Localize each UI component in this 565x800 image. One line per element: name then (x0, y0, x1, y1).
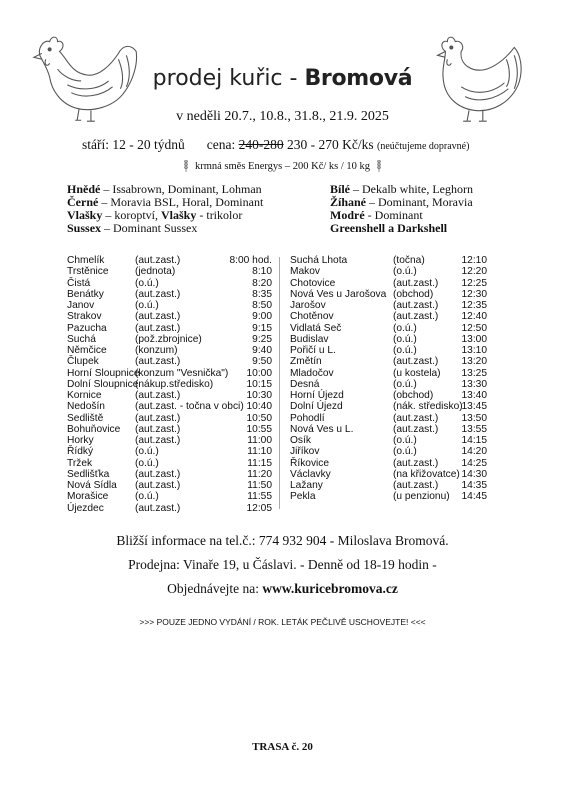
stop-time: 12:50 (461, 322, 487, 334)
stop-time: 13:55 (461, 423, 487, 435)
stop-row (67, 311, 272, 322)
stop-time: 9:40 (252, 345, 272, 356)
stop-location: (aut.zast.) (135, 423, 181, 435)
stop-row (67, 491, 272, 502)
stop-place: Horky (67, 435, 94, 446)
title-name: Bromová (304, 66, 413, 91)
stop-place: Změtín (290, 356, 322, 368)
order-label: Objednávejte na: (167, 581, 263, 596)
stop-location: (obchod) (393, 390, 434, 401)
stop-row (290, 379, 490, 390)
stop-place: Sedliště (67, 412, 104, 424)
stop-place: Makov (290, 266, 321, 278)
stop-row (67, 480, 272, 491)
stop-location: (obchod) (393, 288, 434, 300)
stop-row (67, 390, 272, 401)
stop-time: 8:20 (252, 277, 272, 289)
stop-place: Pazucha (67, 322, 107, 334)
stop-time: 14:20 (461, 446, 487, 458)
stop-place: Horní Sloupnice (67, 367, 140, 379)
stop-location: (o.ú.) (393, 345, 417, 356)
breeds-left (67, 183, 263, 235)
stop-row (67, 379, 272, 390)
stop-row (290, 323, 490, 334)
stop-place: Janov (67, 300, 95, 311)
stop-time: 8:50 (252, 300, 272, 311)
stop-time: 8:00 hod. (229, 255, 272, 266)
stop-location: (aut.zast.) (393, 480, 439, 491)
stop-time: 12:30 (461, 288, 487, 300)
stop-time: 11:00 (247, 435, 272, 446)
stop-time: 10:40 (246, 401, 272, 413)
stop-time: 14:25 (461, 457, 487, 469)
stop-time: 10:00 (246, 367, 272, 379)
stop-row (67, 435, 272, 446)
stop-row (290, 446, 490, 457)
stop-time: 11:10 (247, 446, 272, 458)
wheat-icon (181, 158, 191, 172)
stop-place: Mladočov (290, 367, 334, 379)
stop-place: Desná (290, 378, 320, 390)
stop-location: (o.ú.) (393, 378, 417, 390)
stop-location: (na křižovatce) (393, 468, 460, 480)
transport-note: (neúčtujeme dopravné) (376, 141, 470, 152)
stop-row (290, 458, 490, 469)
stop-time: 9:25 (252, 333, 272, 345)
stop-location: (aut.zast.) (135, 356, 181, 368)
stop-row (67, 469, 272, 480)
stop-place: Strakov (67, 311, 102, 323)
stop-place: Morašice (67, 491, 109, 503)
stop-row (67, 323, 272, 334)
stop-place: Nová Ves u Jarošova (290, 288, 387, 300)
stop-location: (o.ú.) (135, 300, 159, 311)
stop-place: Řídký (67, 446, 94, 458)
stop-location: (aut.zast.) (135, 288, 181, 300)
stop-location: (o.ú.) (135, 446, 159, 458)
stop-time: 11:50 (247, 480, 272, 491)
breed-line: Hnědé – Issabrown, Dominant, Lohman (67, 182, 262, 196)
stop-place: Vidlatá Seč (290, 322, 342, 334)
stop-row (290, 289, 490, 300)
breed-line: Vlašky – koroptví, Vlašky - trikolor (67, 208, 243, 222)
stop-row (290, 368, 490, 379)
stop-location: (aut.zast.) (135, 480, 181, 491)
stop-time: 9:50 (252, 356, 272, 368)
stop-time: 13:00 (461, 333, 487, 345)
stop-time: 14:30 (461, 468, 487, 480)
column-divider (279, 257, 280, 509)
stop-location: (pož.zbrojnice) (135, 333, 202, 345)
stop-time: 10:30 (246, 390, 272, 401)
stop-time: 11:15 (247, 457, 272, 469)
stop-place: Suchá (67, 333, 96, 345)
breed-line: Sussex – Dominant Sussex (67, 221, 198, 235)
page-title (0, 66, 565, 91)
new-price: 230 - 270 Kč/ks (283, 137, 374, 152)
stop-time: 9:00 (252, 311, 272, 323)
stop-row (290, 356, 490, 367)
pricing-line (82, 137, 469, 153)
stop-row (290, 480, 490, 491)
stop-row (67, 300, 272, 311)
stop-row (67, 458, 272, 469)
stop-time: 13:10 (461, 345, 487, 356)
stop-row (290, 334, 490, 345)
stop-location: (o.ú.) (135, 457, 159, 469)
stop-row (290, 311, 490, 322)
stop-location: (aut.zast.) (135, 255, 181, 266)
stop-place: Benátky (67, 288, 104, 300)
stop-place: Jarošov (290, 300, 326, 311)
sale-dates: v neděli 20.7., 10.8., 31.8., 21.9. 2025 (176, 109, 389, 124)
stop-row (67, 345, 272, 356)
stop-place: Lažany (290, 480, 323, 491)
stop-location: (točna) (393, 255, 425, 266)
stop-time: 12:10 (461, 255, 487, 266)
stop-row (290, 300, 490, 311)
stop-time: 13:30 (461, 378, 487, 390)
stop-place: Pekla (290, 491, 316, 503)
notice-text: >>> POUZE JEDNO VYDÁNÍ / ROK. LETÁK PEČLIVĚ USCHOVEJTE! <<< (139, 617, 426, 627)
feed-line (0, 158, 565, 172)
stop-location: (aut.zast.) (393, 356, 439, 368)
stop-location: (o.ú.) (393, 333, 417, 345)
stop-row (67, 503, 272, 514)
feed-text: krmná směs Energys – 200 Kč/ ks / 10 kg (194, 161, 371, 172)
stop-place: Pořičí u L. (290, 345, 336, 356)
stop-location: (nák. středisko) (393, 401, 463, 413)
stop-row (67, 278, 272, 289)
stop-time: 13:25 (461, 367, 487, 379)
stop-place: Chmelík (67, 255, 105, 266)
stop-row (290, 390, 490, 401)
wheat-icon (374, 158, 384, 172)
stop-location: (aut.zast.) (135, 502, 181, 514)
stop-location: (aut.zast.) (135, 435, 181, 446)
stop-time: 13:45 (461, 401, 487, 413)
breeds-right (330, 183, 473, 235)
stop-row (290, 424, 490, 435)
stop-row (290, 435, 490, 446)
stop-location: (o.ú.) (135, 491, 159, 503)
stop-location: (u penzionu) (393, 491, 450, 503)
stop-place: Dolní Sloupnice (67, 378, 139, 390)
stop-location: (nákup.středisko) (135, 378, 214, 390)
stop-place: Sedlišťka (67, 468, 110, 480)
stop-location: (aut.zast.) (393, 423, 439, 435)
stop-row (290, 278, 490, 289)
stop-place: Říkovice (290, 457, 330, 469)
route-number: TRASA č. 20 (252, 741, 313, 753)
stop-location: (aut.zast.) (393, 412, 439, 424)
stop-time: 11:20 (247, 468, 272, 480)
stop-time: 14:15 (461, 435, 487, 446)
stop-row (67, 289, 272, 300)
stop-place: Němčice (67, 345, 107, 356)
stop-place: Osík (290, 435, 311, 446)
stop-location: (konzum "Vesnička") (135, 367, 229, 379)
stop-time: 13:50 (461, 412, 487, 424)
stop-row (67, 446, 272, 457)
stop-location: (aut.zast. - točna v obci) (135, 401, 244, 413)
stop-time: 12:35 (461, 300, 487, 311)
stop-location: (o.ú.) (393, 266, 417, 278)
stop-place: Čistá (67, 277, 91, 289)
stop-place: Člupek (67, 356, 99, 368)
stop-location: (o.ú.) (393, 435, 417, 446)
stop-place: Nedošín (67, 401, 105, 413)
stop-row (67, 413, 272, 424)
stop-time: 10:15 (246, 378, 272, 390)
stop-time: 10:55 (246, 423, 272, 435)
stop-time: 10:50 (246, 412, 272, 424)
stop-place: Václavky (290, 468, 331, 480)
stop-location: (aut.zast.) (393, 457, 439, 469)
stop-time: 12:40 (461, 311, 487, 323)
stop-row (290, 345, 490, 356)
old-price: 240-280 (238, 137, 284, 152)
stop-place: Chotěnov (290, 311, 334, 323)
order-line (0, 581, 565, 597)
breed-line: Greenshell a Darkshell (330, 221, 448, 235)
stop-time: 9:15 (252, 322, 272, 334)
stop-row (67, 424, 272, 435)
stop-location: (aut.zast.) (135, 322, 181, 334)
stop-row (67, 368, 272, 379)
stop-row (290, 266, 490, 277)
stop-location: (aut.zast.) (135, 468, 181, 480)
stop-place: Bohuňovice (67, 423, 121, 435)
stop-time: 14:35 (461, 480, 487, 491)
stop-row (67, 356, 272, 367)
stop-time: 12:20 (461, 266, 487, 278)
breed-line: Žíhané – Dominant, Moravia (330, 195, 473, 209)
stop-row (290, 255, 490, 266)
stop-place: Tržek (67, 457, 93, 469)
shop-address: Prodejna: Vinaře 19, u Čáslavi. - Denně od 18-19 hodin - (128, 557, 437, 572)
stop-place: Budislav (290, 333, 329, 345)
stop-location: (u kostela) (393, 367, 441, 379)
stop-row (67, 334, 272, 345)
stop-place: Suchá Lhota (290, 255, 348, 266)
stop-location: (jednota) (135, 266, 176, 278)
stop-location: (o.ú.) (393, 446, 417, 458)
stop-location: (aut.zast.) (135, 311, 181, 323)
stop-row (290, 469, 490, 480)
stop-row (67, 401, 272, 412)
stop-time: 8:10 (252, 266, 272, 278)
stop-row (67, 255, 272, 266)
title-prefix: prodej kuřic - (152, 66, 305, 91)
stop-place: Jiříkov (290, 446, 320, 458)
stop-location: (o.ú.) (393, 322, 417, 334)
stop-place: Kornice (67, 390, 102, 401)
stop-time: 13:20 (461, 356, 487, 368)
stop-place: Újezdec (67, 502, 104, 514)
stop-time: 12:25 (461, 277, 487, 289)
stop-time: 14:45 (461, 491, 487, 503)
breed-line: Černé – Moravia BSL, Horal, Dominant (67, 195, 264, 209)
stops-table-right (290, 255, 490, 503)
price-label: cena: (206, 137, 239, 152)
stop-location: (aut.zast.) (393, 277, 439, 289)
stop-row (67, 266, 272, 277)
stop-place: Trstěnice (67, 266, 109, 278)
stop-place: Chotovice (290, 277, 336, 289)
stop-location: (o.ú.) (135, 277, 159, 289)
stop-place: Nová Ves u L. (290, 423, 354, 435)
stop-location: (konzum) (135, 345, 178, 356)
age-text: stáří: 12 - 20 týdnů (82, 137, 185, 152)
stop-time: 11:55 (247, 491, 272, 503)
website-link[interactable]: www.kuricebromova.cz (262, 581, 398, 596)
stop-place: Dolní Újezd (290, 401, 343, 413)
stop-time: 13:40 (461, 390, 487, 401)
stop-row (290, 491, 490, 502)
stop-time: 12:05 (246, 502, 272, 514)
stop-row (290, 401, 490, 412)
stop-place: Horní Újezd (290, 390, 344, 401)
breed-line: Bílé – Dekalb white, Leghorn (330, 182, 473, 196)
stop-row (290, 413, 490, 424)
stop-place: Pohodlí (290, 412, 325, 424)
stop-location: (aut.zast.) (393, 311, 439, 323)
stop-place: Nová Sídla (67, 480, 117, 491)
stop-location: (aut.zast.) (393, 300, 439, 311)
contact-phone: Bližší informace na tel.č.: 774 932 904 - Miloslava Bromová. (116, 533, 449, 548)
stop-location: (aut.zast.) (135, 390, 181, 401)
stop-time: 8:35 (252, 288, 272, 300)
stop-location: (aut.zast.) (135, 412, 181, 424)
breed-line: Modré - Dominant (330, 208, 423, 222)
stops-table-left (67, 255, 272, 514)
